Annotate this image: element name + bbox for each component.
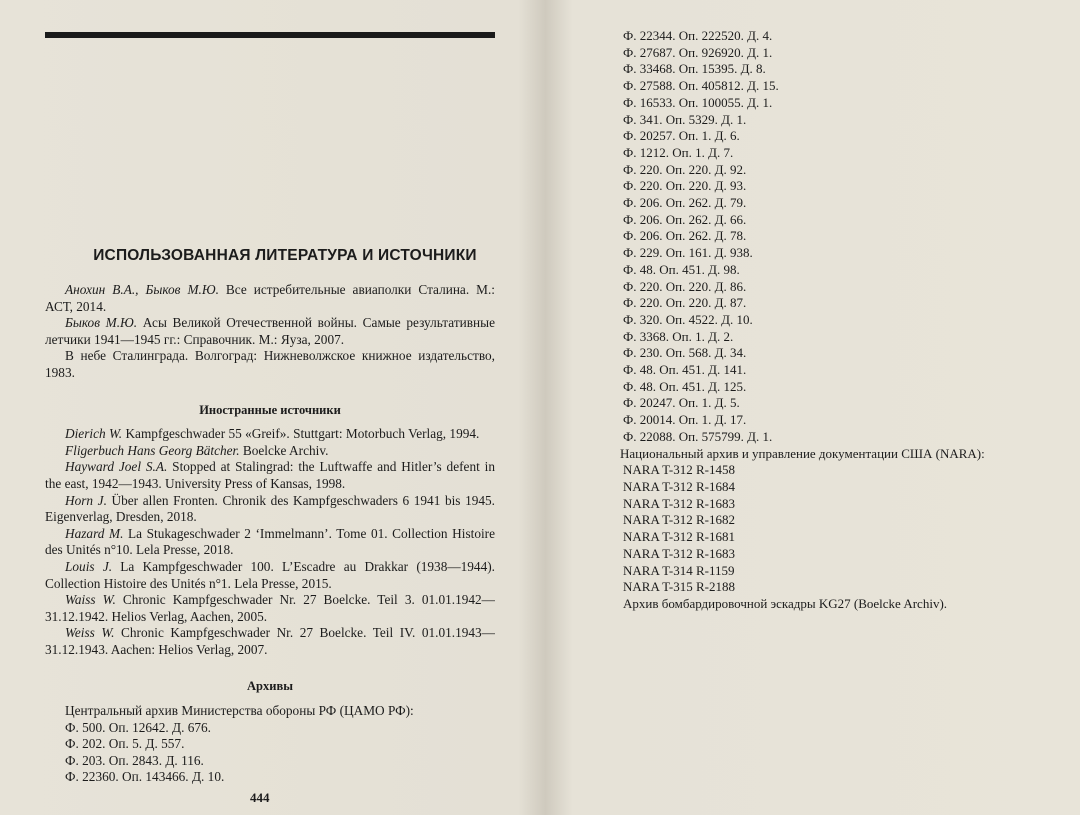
nara-item: NARA T-312 R-1681 [623, 529, 735, 545]
archive-item: Ф. 22088. Оп. 575799. Д. 1. [623, 428, 773, 444]
archive-item: Ф. 206. Оп. 262. Д. 79. [623, 195, 747, 211]
ru-entry [45, 348, 495, 381]
archive-item: Ф. 341. Оп. 5329. Д. 1. [623, 111, 747, 127]
top-rule [45, 32, 495, 38]
nara-item: NARA T-312 R-1684 [623, 478, 735, 494]
entry-text: Kampfgeschwader 55 «Greif». Stuttgart: Motorbuch Verlag, 1994. [122, 426, 480, 442]
foreign-entry [45, 625, 495, 658]
entry-author: Fligerbuch Hans Georg Bätcher. [65, 442, 240, 458]
archive-item: Ф. 320. Оп. 4522. Д. 10. [623, 311, 753, 327]
archive-title: Центральный архив Министерства обороны РФ (ЦАМО РФ): [65, 703, 414, 719]
nara-item: NARA T-315 R-2188 [623, 579, 735, 595]
foreign-entry [45, 426, 495, 443]
foreign-entry [45, 493, 495, 526]
archive-item: Ф. 48. Оп. 451. Д. 125. [623, 378, 747, 394]
ru-entry [45, 282, 495, 315]
foreign-entry [45, 443, 495, 460]
page-heading: ИСПОЛЬЗОВАННАЯ ЛИТЕРАТУРА И ИСТОЧНИКИ [93, 247, 477, 264]
archives-heading: Архивы [247, 679, 293, 694]
entry-author: Horn J. [65, 492, 107, 508]
nara-item: NARA T-314 R-1159 [623, 562, 735, 578]
entry-text: Boelcke Archiv. [239, 442, 329, 458]
entry-author: Weiss W. [65, 625, 115, 641]
archive-item: Ф. 220. Оп. 220. Д. 86. [623, 278, 747, 294]
archive-item: Ф. 206. Оп. 262. Д. 66. [623, 211, 747, 227]
archive-item: Ф. 22360. Оп. 143466. Д. 10. [65, 769, 225, 785]
archive-item: Ф. 1212. Оп. 1. Д. 7. [623, 144, 734, 160]
archive-item: Ф. 220. Оп. 220. Д. 87. [623, 295, 747, 311]
archive-item: Ф. 500. Оп. 12642. Д. 676. [65, 719, 211, 735]
nara-item: NARA T-312 R-1458 [623, 462, 735, 478]
archive-item: Ф. 206. Оп. 262. Д. 78. [623, 228, 747, 244]
left-page [45, 32, 495, 812]
archive-item: Ф. 48. Оп. 451. Д. 141. [623, 362, 747, 378]
archive-item: Ф. 220. Оп. 220. Д. 93. [623, 178, 747, 194]
entry-text: Stopped at Stalingrad: the Luftwaffe and Hitler’s defent in the east, 1942—1943. University Press of Kansas, 1998. [45, 459, 495, 491]
entry-text: La Stukageschwader 2 ‘Immelmann’. Tome 01. Collection Histoire des Unités n°10. Lela Presse, 2018. [45, 525, 495, 558]
entry-author: Dierich W. [65, 426, 123, 442]
entry-text: Chronic Kampfgeschwader Nr. 27 Boelcke. Teil IV. 01.01.1943—31.12.1943. Aachen: Helios Verlag, 2007. [45, 625, 495, 657]
entry-author: Louis J. [65, 558, 113, 574]
archive-item: Ф. 202. Оп. 5. Д. 557. [65, 736, 185, 752]
foreign-entry [45, 526, 495, 559]
right-page [620, 28, 1060, 808]
entry-text: La Kampfgeschwader 100. L’Escadre au Drakkar (1938—1944). Collection Histoire des Unités n°1. Lela Presse, 2015. [45, 558, 495, 591]
foreign-entry [45, 559, 495, 592]
archive-item: Ф. 3368. Оп. 1. Д. 2. [623, 328, 734, 344]
entry-text: Все истребительные авиаполки Сталина. М.: АСТ, 2014. [45, 282, 496, 314]
nara-item: NARA T-312 R-1682 [623, 512, 735, 528]
entry-author: Hazard M. [65, 525, 124, 541]
nara-item: NARA T-312 R-1683 [623, 495, 735, 511]
entry-text: Асы Великой Отечественной войны. Самые результативные летчики 1941—1945 гг.: Справочник. М.: Яуза, 2007. [45, 315, 495, 347]
nara-title: Национальный архив и управление документации США (NARA): [620, 445, 985, 461]
archive-item: Ф. 33468. Оп. 15395. Д. 8. [623, 61, 766, 77]
archive-item: Ф. 229. Оп. 161. Д. 938. [623, 245, 753, 261]
bibliography [45, 282, 495, 786]
foreign-entry [45, 592, 495, 625]
archive-item: Ф. 48. Оп. 451. Д. 98. [623, 261, 740, 277]
entry-text: Über allen Fronten. Chronik des Kampfgeschwaders 6 1941 bis 1945. Eigenverlag, Dresden, 2018. [45, 492, 496, 525]
foreign-heading: Иностранные источники [199, 402, 341, 417]
archive-item: Ф. 230. Оп. 568. Д. 34. [623, 345, 747, 361]
archive-item: Ф. 20247. Оп. 1. Д. 5. [623, 395, 740, 411]
entry-author: Анохин В.А., Быков М.Ю. [65, 282, 219, 297]
archive-item: Ф. 203. Оп. 2843. Д. 116. [65, 752, 204, 768]
entry-author: Hayward Joel S.A. [65, 459, 168, 475]
archive-item: Ф. 27687. Оп. 926920. Д. 1. [623, 44, 773, 60]
entry-author: Быков М.Ю. [65, 315, 138, 331]
archive-item: Ф. 22344. Оп. 222520. Д. 4. [623, 28, 773, 43]
entry-text: Chronic Kampfgeschwader Nr. 27 Boelcke. Teil 3. 01.01.1942—31.12.1942. Helios Verlag, Aachen, 2005. [45, 592, 495, 624]
archive-item: Ф. 20014. Оп. 1. Д. 17. [623, 412, 747, 428]
ru-entry [45, 315, 495, 348]
nara-item: NARA T-312 R-1683 [623, 545, 735, 561]
page-number: 444 [250, 790, 270, 805]
archive-item: Ф. 16533. Оп. 100055. Д. 1. [623, 94, 773, 110]
archive-item: Ф. 20257. Оп. 1. Д. 6. [623, 128, 740, 144]
archive-item: Ф. 27588. Оп. 405812. Д. 15. [623, 78, 779, 94]
kg27-archive-line: Архив бомбардировочной эскадры KG27 (Boelcke Archiv). [623, 595, 948, 611]
entry-author: Waiss W. [65, 592, 116, 608]
entry-text: В небе Сталинграда. Волгоград: Нижневолжское книжное издательство, 1983. [45, 348, 495, 380]
archive-list [620, 28, 1060, 613]
foreign-entry [45, 459, 495, 492]
archive-item: Ф. 220. Оп. 220. Д. 92. [623, 161, 747, 177]
